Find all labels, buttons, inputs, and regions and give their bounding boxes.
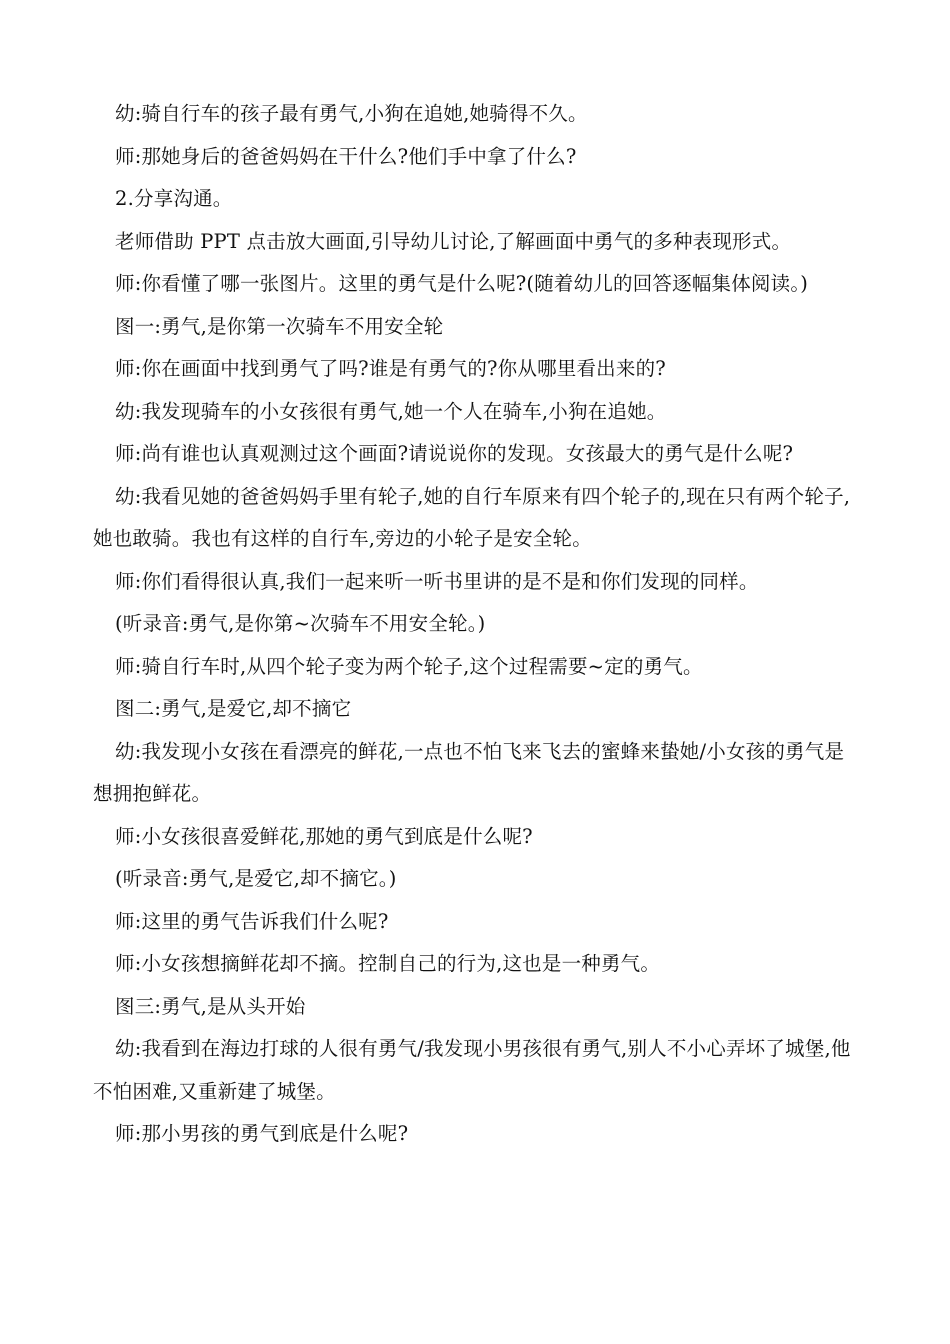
paragraph: 幼:我发现小女孩在看漂亮的鲜花,一点也不怕飞来飞去的蜜蜂来蛰她/小女孩的勇气是想拥抱鲜花。 <box>93 739 845 805</box>
figure-heading: 图一:勇气,是你第一次骑车不用安全轮 <box>115 314 444 338</box>
paragraph: 师:骑自行车时,从四个轮子变为两个轮子,这个过程需要~定的勇气。 <box>115 654 703 678</box>
paragraph: 师:你看懂了哪一张图片。这里的勇气是什么呢?(随着幼儿的回答逐幅集体阅读。) <box>115 272 809 295</box>
paragraph: 师:小女孩想摘鲜花却不摘。控制自己的行为,这也是一种勇气。 <box>115 952 661 975</box>
paragraph: 幼:我看见她的爸爸妈妈手里有轮子,她的自行车原来有四个轮子的,现在只有两个轮子,她也敢骑。我也有这样的自行车,旁边的小轮子是安全轮。 <box>93 484 851 550</box>
paragraph: 师:尚有谁也认真观测过这个画面?请说说你的发现。女孩最大的勇气是什么呢? <box>115 442 794 465</box>
paragraph: 师:小女孩很喜爱鲜花,那她的勇气到底是什么呢? <box>115 824 533 848</box>
paragraph: 幼:我看到在海边打球的人很有勇气/我发现小男孩很有勇气,别人不小心弄坏了城堡,他不怕困难,又重新建了城堡。 <box>93 1037 851 1103</box>
section-heading: 2.分享沟通。 <box>115 187 233 210</box>
figure-heading: 图三:勇气,是从头开始 <box>115 994 306 1018</box>
paragraph: (听录音:勇气,是爱它,却不摘它。) <box>115 867 397 890</box>
figure-heading: 图二:勇气,是爱它,却不摘它 <box>115 697 352 720</box>
paragraph: 师:那小男孩的勇气到底是什么呢? <box>115 1122 409 1145</box>
paragraph: 师:这里的勇气告诉我们什么呢? <box>115 909 389 933</box>
paragraph: 幼:我发现骑车的小女孩很有勇气,她一个人在骑车,小狗在追她。 <box>115 399 667 423</box>
paragraph: 师:你们看得很认真,我们一起来听一听书里讲的是不是和你们发现的同样。 <box>115 569 759 593</box>
paragraph: 师:那她身后的爸爸妈妈在干什么?他们手中拿了什么? <box>115 144 577 168</box>
document-body <box>93 93 863 1156</box>
paragraph: 幼:骑自行车的孩子最有勇气,小狗在追她,她骑得不久。 <box>115 102 588 125</box>
paragraph: 师:你在画面中找到勇气了吗?谁是有勇气的?你从哪里看出来的? <box>115 357 666 380</box>
paragraph: (听录音:勇气,是你第~次骑车不用安全轮。) <box>115 612 486 635</box>
paragraph: 老师借助 PPT 点击放大画面,引导幼儿讨论,了解画面中勇气的多种表现形式。 <box>115 229 792 253</box>
